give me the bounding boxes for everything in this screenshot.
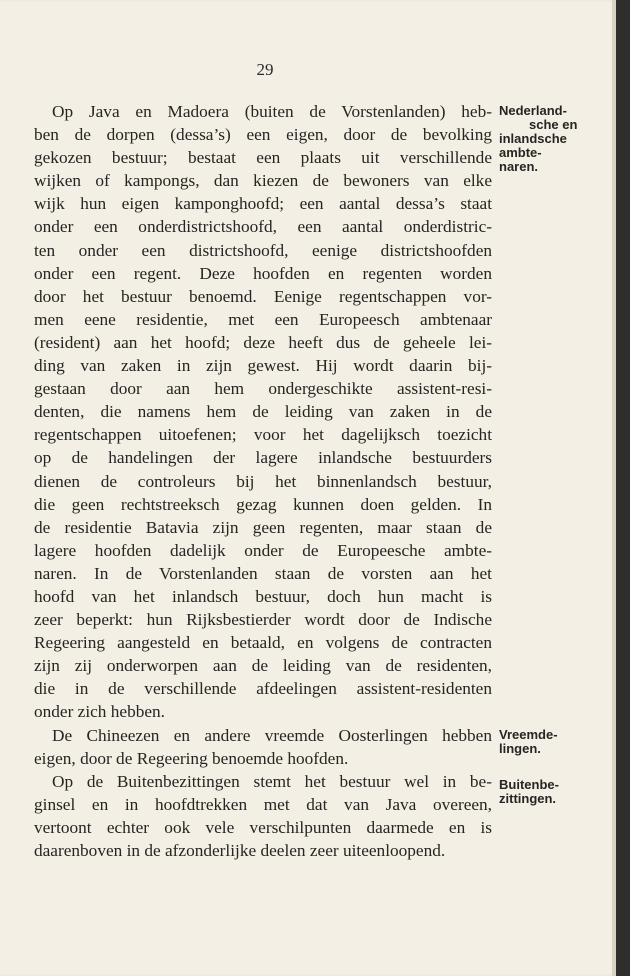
text-line: gestaan door aan hem ondergeschikte assistent-resi- <box>34 379 492 399</box>
body-text <box>34 100 492 862</box>
page-number: 29 <box>256 60 274 79</box>
text-line: Op Java en Madoera (buiten de Vorstenlanden) heb- <box>52 102 492 121</box>
text-line: eigen, door de Regeering benoemde hoofden. <box>34 748 349 768</box>
margin-note-line: Nederland- <box>499 103 567 118</box>
text-line: hoofd van het inlandsch bestuur, doch hun macht is <box>34 586 492 606</box>
margin-note-line: Vreemde- <box>499 727 558 742</box>
text-line: denten, die namens hem de leiding van zaken in de <box>34 402 492 422</box>
margin-note-line: inlandsche <box>499 131 567 146</box>
text-line: De Chineezen en andere vreemde Oosterlingen hebben <box>52 725 492 745</box>
text-line: wijken of kampongs, dan kiezen de bewoners van elke <box>34 171 492 191</box>
text-line: regentschappen uitoefenen; voor het dagelijksch toezicht <box>34 425 492 445</box>
margin-note-line: lingen. <box>499 741 541 756</box>
margin-note-buitenbezittingen <box>499 778 599 806</box>
margin-note-vreemdelingen <box>499 728 599 756</box>
text-line: wijk hun eigen kamponghoofd; een aantal dessa’s staat <box>34 194 492 214</box>
text-line: lagere hoofden dadelijk onder de Europeesche ambte- <box>34 540 492 560</box>
text-line: door het bestuur benoemd. Eenige regentschappen vor- <box>34 286 492 306</box>
text-line: op de handelingen der lagere inlandsche bestuurders <box>34 448 492 468</box>
text-line: onder een regent. Deze hoofden en regenten worden <box>34 263 492 283</box>
text-line: men eene residentie, met een Europeesch ambtenaar <box>34 309 492 329</box>
text-line: onder zich hebben. <box>34 702 165 722</box>
text-line: vertoont echter ook vele verschilpunten daarmede en is <box>34 817 492 837</box>
text-line: die geen rechtstreeksch gezag kunnen doen gelden. In <box>34 494 492 514</box>
text-line: die in de verschillende afdeelingen assistent-residenten <box>34 679 492 699</box>
text-line: (resident) aan het hoofd; deze heeft dus de geheele lei- <box>34 332 492 352</box>
text-line: ten onder een districtshoofd, eenige districtshoofden <box>34 240 492 260</box>
text-line: zijn zij onderworpen aan de leiding van de residenten, <box>34 656 492 676</box>
margin-note-line: zittingen. <box>499 791 557 806</box>
text-line: ding van zaken in zijn gewest. Hij wordt daarin bij- <box>34 356 492 376</box>
margin-note-nederlandsche-en-inlandsche-ambtenaren <box>499 104 599 174</box>
text-line: daarenboven in de afzonderlijke deelen zeer uiteenloopend. <box>34 841 446 860</box>
margin-note-line: naren. <box>499 159 539 174</box>
margin-note-line: sche en <box>529 117 578 132</box>
margin-note-line: ambte- <box>499 145 542 160</box>
text-line: Op de Buitenbezittingen stemt het bestuur wel in be- <box>52 771 492 791</box>
text-line: Regeering aangesteld en betaald, en volgens de contracten <box>34 633 492 653</box>
text-line: onder een onderdistrictshoofd, een aantal onderdistric- <box>34 217 492 237</box>
text-line: zeer beperkt: hun Rijksbestierder wordt door de Indische <box>34 610 492 630</box>
margin-note-line: Buitenbe- <box>499 777 559 792</box>
text-line: gekozen bestuur; bestaat een plaats uit verschillende <box>34 148 492 168</box>
text-line: ben de dorpen (dessa’s) een eigen, door de bevolking <box>34 125 492 145</box>
text-line: dienen de controleurs bij het binnenlandsch bestuur, <box>34 471 492 491</box>
text-line: de residentie Batavia zijn geen regenten, maar staan de <box>34 517 492 537</box>
scan-background <box>616 0 630 976</box>
text-line: naren. In de Vorstenlanden staan de vorsten aan het <box>34 563 492 583</box>
text-line: ginsel en in hoofdtrekken met dat van Java overeen, <box>34 794 492 814</box>
